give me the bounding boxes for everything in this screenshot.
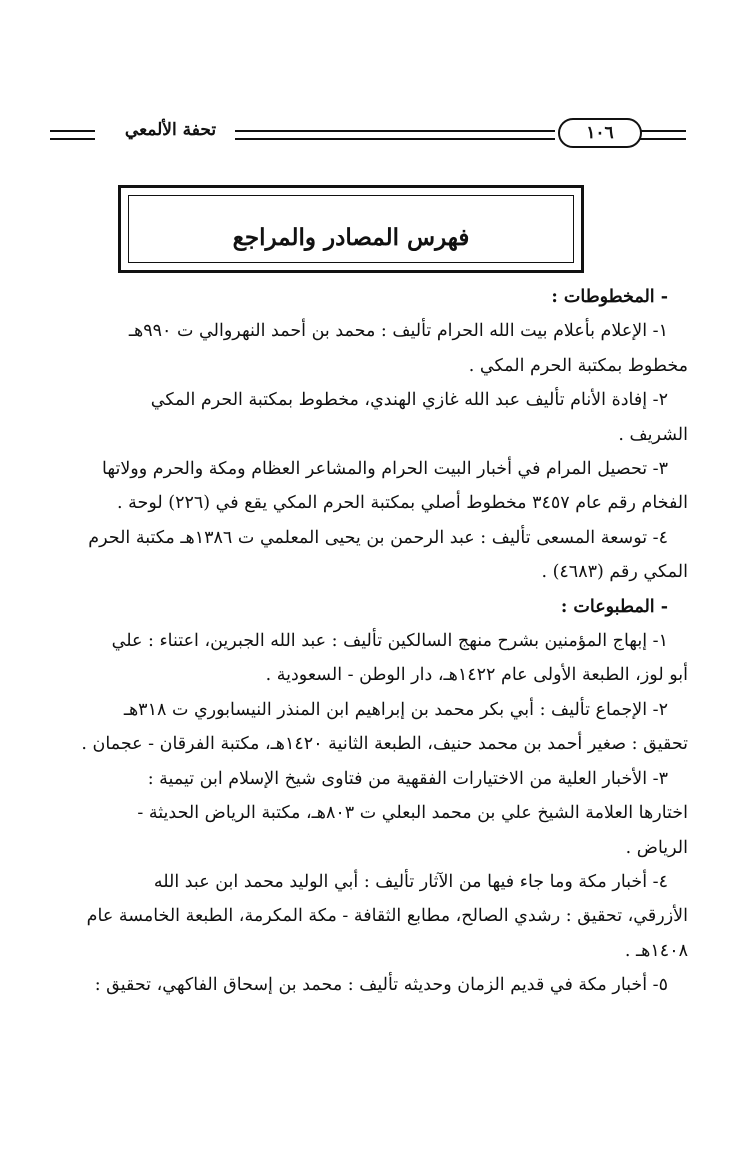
- reference-line: اختارها العلامة الشيخ علي بن محمد البعلي ت ٨٠٣هـ، مكتبة الرياض الحديثة -: [137, 803, 688, 824]
- header-rule-right: [640, 130, 686, 140]
- reference-line: أبو لوز، الطبعة الأولى عام ١٤٢٢هـ، دار الوطن - السعودية .: [265, 665, 688, 686]
- section-heading: - المخطوطات :: [551, 287, 668, 307]
- section-title: فهرس المصادر والمراجع: [232, 224, 470, 251]
- reference-line: ٣- الأخبار العلية من الاختيارات الفقهية من فتاوى شيخ الإسلام ابن تيمية :: [147, 768, 668, 789]
- section-title-frame: [118, 185, 584, 273]
- section-title-inner-frame: [128, 195, 574, 263]
- reference-line: ٥- أخبار مكة في قديم الزمان وحديثه تأليف : محمد بن إسحاق الفاكهي، تحقيق :: [94, 975, 668, 996]
- running-header: [50, 118, 686, 148]
- reference-line: ٢- الإجماع تأليف : أبي بكر محمد بن إبراهيم ابن المنذر النيسابوري ت ٣١٨هـ: [123, 699, 668, 720]
- header-rule-left: [50, 130, 95, 140]
- header-rule-middle: [235, 130, 555, 140]
- reference-line: المكي رقم (٤٦٨٣) .: [541, 562, 688, 583]
- reference-line: ٤- أخبار مكة وما جاء فيها من الآثار تأليف : أبي الوليد محمد ابن عبد الله: [153, 871, 668, 892]
- reference-line: مخطوط بمكتبة الحرم المكي .: [468, 355, 688, 376]
- book-title: تحفة الألمعي: [124, 120, 217, 140]
- reference-line: ٢- إفادة الأنام تأليف عبد الله غازي الهندي، مخطوط بمكتبة الحرم المكي: [150, 390, 668, 411]
- reference-line: ٣- تحصيل المرام في أخبار البيت الحرام والمشاعر العظام ومكة والحرم وولاتها: [102, 459, 668, 480]
- reference-line: الرياض .: [625, 837, 688, 858]
- reference-line: الأزرقي، تحقيق : رشدي الصالح، مطابع الثقافة - مكة المكرمة، الطبعة الخامسة عام: [86, 906, 688, 927]
- reference-line: الشريف .: [618, 424, 688, 445]
- reference-line: ١- إبهاج المؤمنين بشرح منهج السالكين تأليف : عبد الله الجبرين، اعتناء : علي: [111, 631, 668, 652]
- reference-line: تحقيق : صغير أحمد بن محمد حنيف، الطبعة الثانية ١٤٢٠هـ، مكتبة الفرقان - عجمان .: [81, 734, 688, 755]
- reference-line: ١- الإعلام بأعلام بيت الله الحرام تأليف : محمد بن أحمد النهروالي ت ٩٩٠هـ: [128, 321, 668, 342]
- page-number: ١٠٦: [558, 118, 642, 148]
- section-heading: - المطبوعات :: [560, 596, 668, 617]
- reference-line: الفخام رقم عام ٣٤٥٧ مخطوط أصلي بمكتبة الحرم المكي يقع في (٢٢٦) لوحة .: [117, 493, 688, 514]
- reference-line: ٤- توسعة المسعى تأليف : عبد الرحمن بن يحيى المعلمي ت ١٣٨٦هـ مكتبة الحرم: [88, 527, 668, 548]
- references-list: [48, 280, 688, 1003]
- reference-line: ١٤٠٨هـ .: [624, 940, 688, 961]
